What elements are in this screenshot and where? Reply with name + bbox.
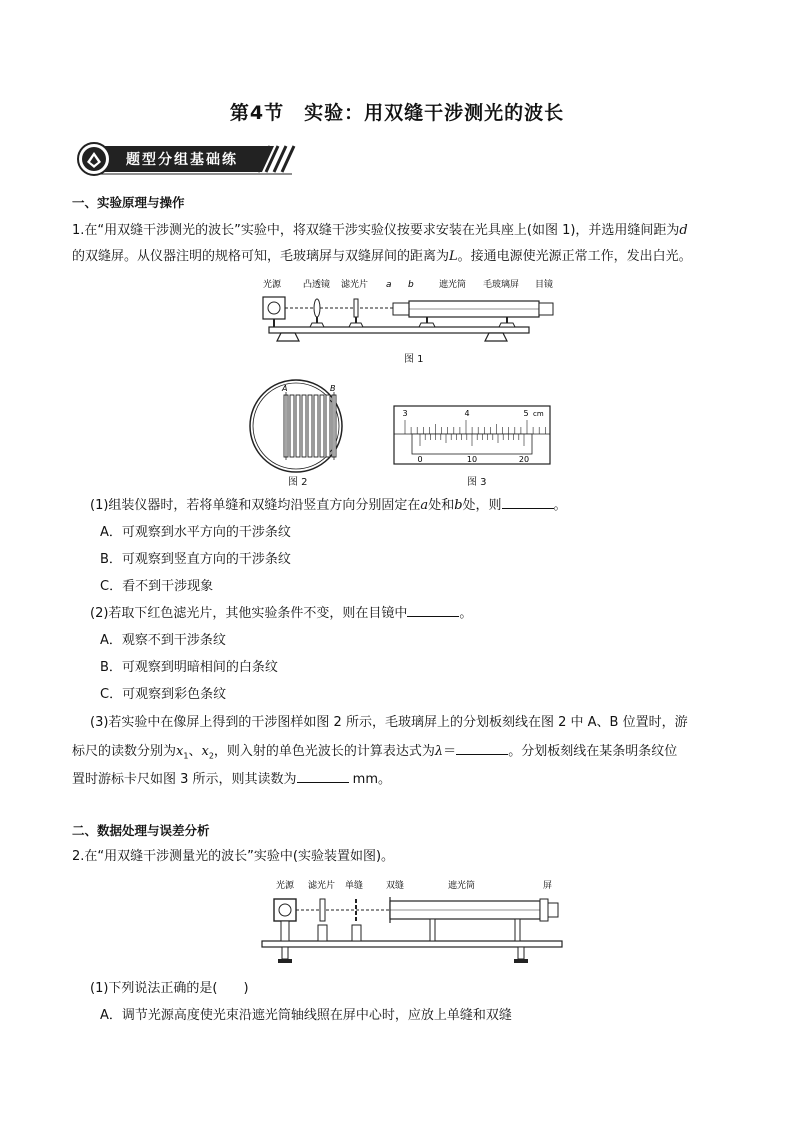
- fig3-vernier-0: 0: [417, 455, 423, 464]
- fig1-label-b: b: [408, 280, 414, 290]
- q2-fig-label-double-slit: 双缝: [386, 881, 405, 891]
- q1-sub1-option-c[interactable]: C．看不到干涉现象: [100, 579, 214, 594]
- q1-stem-line1: 1.在“用双缝干涉测光的波长”实验中，将双缝干涉实验仪按要求安装在光具座上(如图 1)，并选用缝间距为d: [72, 223, 688, 238]
- section2-heading: 二、数据处理与误差分析: [72, 823, 210, 838]
- q1-sub1-option-a[interactable]: A．可观察到水平方向的干涉条纹: [100, 525, 291, 540]
- fig2-label-a: A: [282, 384, 288, 393]
- q2-fig-label-single-slit: 单缝: [345, 881, 364, 891]
- q1-sub3-reading-blank[interactable]: [297, 770, 349, 783]
- fig3-vernier-10: 10: [466, 455, 478, 464]
- fig1-label-a: a: [386, 280, 392, 290]
- q2-sub1-option-a[interactable]: A．调节光源高度使光束沿遮光筒轴线照在屏中心时，应放上单缝和双缝: [100, 1008, 512, 1023]
- q2-fig-label-screen: 屏: [543, 881, 553, 891]
- q1-sub2-option-a[interactable]: A．观察不到干涉条纹: [100, 633, 226, 648]
- q1-stem-line2: 的双缝屏。从仪器注明的规格可知，毛玻璃屏与双缝屏间的距离为L。接通电源使光源正常工作，发出白光。: [72, 249, 692, 264]
- q2-stem: 2.在“用双缝干涉测量光的波长”实验中(实验装置如图)。: [72, 849, 395, 864]
- section-banner: [74, 142, 296, 176]
- fig3-main-4: 4: [464, 409, 470, 418]
- section1-heading: 一、实验原理与操作: [72, 195, 185, 210]
- figure-2: [232, 378, 360, 474]
- fig3-main-3: 3: [402, 409, 408, 418]
- fig1-label-tube: 遮光筒: [439, 280, 467, 290]
- figure-3: [392, 404, 552, 466]
- q1-sub1-stem: (1)组装仪器时，若将单缝和双缝均沿竖直方向分别固定在a处和b处，则 。: [90, 498, 567, 513]
- fig1-label-screen: 毛玻璃屏: [483, 280, 520, 290]
- q2-fig-label-tube: 遮光筒: [448, 881, 476, 891]
- figure-2-caption: 图 2: [288, 477, 308, 488]
- fig3-main-unit: cm: [533, 410, 544, 418]
- banner-text: 题型分组基础练: [126, 152, 238, 168]
- q2-sub1-stem: (1)下列说法正确的是( ): [90, 981, 249, 996]
- figure-1-caption: 图 1: [404, 354, 424, 365]
- fig1-label-lens: 凸透镜: [303, 280, 331, 290]
- q1-sub2-stem: (2)若取下红色滤光片，其他实验条件不变，则在目镜中 。: [90, 606, 473, 621]
- q2-fig-label-filter: 滤光片: [308, 881, 336, 891]
- fig1-label-filter: 滤光片: [341, 280, 369, 290]
- fig3-vernier-20: 20: [518, 455, 530, 464]
- q1-sub3-line3: 置时游标卡尺如图 3 所示，则其读数为 mm。: [72, 772, 392, 787]
- q1-sub2-answer-blank[interactable]: [407, 604, 459, 617]
- q1-sub1-option-b[interactable]: B．可观察到竖直方向的干涉条纹: [100, 552, 291, 567]
- fig1-label-eyepiece: 目镜: [535, 280, 554, 290]
- q2-fig-label-light-source: 光源: [276, 881, 295, 891]
- page-title: 第4节 实验：用双缝干涉测光的波长: [229, 102, 565, 124]
- figure-3-caption: 图 3: [467, 477, 487, 488]
- fig2-label-b: B: [330, 384, 336, 393]
- q1-sub2-option-b[interactable]: B．可观察到明暗相间的白条纹: [100, 660, 278, 675]
- q1-sub3-line2: 标尺的读数分别为$x_1$、$x_2$，则入射的单色光波长的计算表达式为λ＝ 。分划板刻线在某条明条纹位: [72, 744, 678, 761]
- fig1-label-light-source: 光源: [263, 280, 282, 290]
- fig3-main-5: 5: [523, 409, 529, 418]
- figure-q2: [260, 875, 570, 970]
- q1-sub3-lambda-blank[interactable]: [456, 742, 508, 755]
- q1-sub2-option-c[interactable]: C．可观察到彩色条纹: [100, 687, 227, 702]
- q1-sub1-answer-blank[interactable]: [502, 496, 554, 509]
- q1-sub3-line1: (3)若实验中在像屏上得到的干涉图样如图 2 所示，毛玻璃屏上的分划板刻线在图 2 中 A、B 位置时，游: [90, 715, 688, 730]
